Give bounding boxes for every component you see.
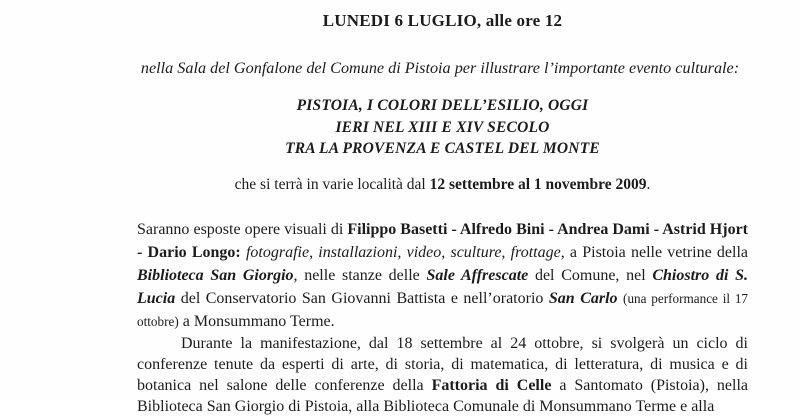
exhibition-title-line-3: TRA LA PROVENZA E CASTEL DEL MONTE <box>285 140 600 157</box>
text-run: Sale Affrescate <box>426 267 529 284</box>
text-run: 12 settembre al 1 novembre 2009 <box>429 176 647 193</box>
text-run: (una performance il 17 ottobre) <box>137 291 749 329</box>
text-run: , a Pistoia nelle vetrine della <box>560 244 749 261</box>
text-run: Fattoria di Celle <box>431 377 552 394</box>
event-date-title: LUNEDI 6 LUGLIO, alle ore 12 <box>322 11 563 30</box>
paragraph-conferences <box>137 333 748 417</box>
text-run: . <box>646 176 651 193</box>
text-run: del Conservatorio San Giovanni Battista e nell’oratorio <box>175 290 549 307</box>
text-run: San Carlo <box>548 290 618 307</box>
text-run: a Monsummano Terme. <box>178 313 335 330</box>
text-run: a Santomato (Pistoia), nella Biblioteca San Giorgio di Pistoia, alla Biblioteca Comunale di Monsummano Terme e alla <box>137 377 749 415</box>
text-run: fotografie, installazioni, video, sculture, frottage <box>245 244 561 261</box>
text-run: del Comune, nel <box>528 267 653 284</box>
text-run: Saranno esposte opere visuali di <box>137 221 348 238</box>
text-run: Biblioteca San Giorgio <box>137 267 294 284</box>
text-run: , nelle stanze delle <box>293 267 427 284</box>
text-run: Durante la manifestazione, dal 18 settembre al 24 ottobre, si svolgerà un ciclo di conferenze tenute da esperti di arte, di storia, di matematica, di letteratura, di musica e di botanica nel salone delle conferenze della <box>137 335 748 394</box>
text-run: Chiostro di S. Lucia <box>137 267 749 307</box>
intro-line: nella Sala del Gonfalone del Comune di Pistoia per illustrare l’importante evento culturale: <box>140 59 740 77</box>
text-run: che si terrà in varie località dal <box>234 176 430 193</box>
paragraph-artists-venues <box>137 218 748 333</box>
exhibition-title-line-1: PISTOIA, I COLORI DELL’ESILIO, OGGI <box>296 97 589 114</box>
date-range-line <box>137 176 748 194</box>
exhibition-title-line-2: IERI NEL XIII E XIV SECOLO <box>335 118 550 136</box>
exhibition-title-block <box>137 95 748 160</box>
text-run: Filippo Basetti - Alfredo Bini - Andrea Dami - Astrid Hjort - Dario Longo: <box>137 221 749 261</box>
